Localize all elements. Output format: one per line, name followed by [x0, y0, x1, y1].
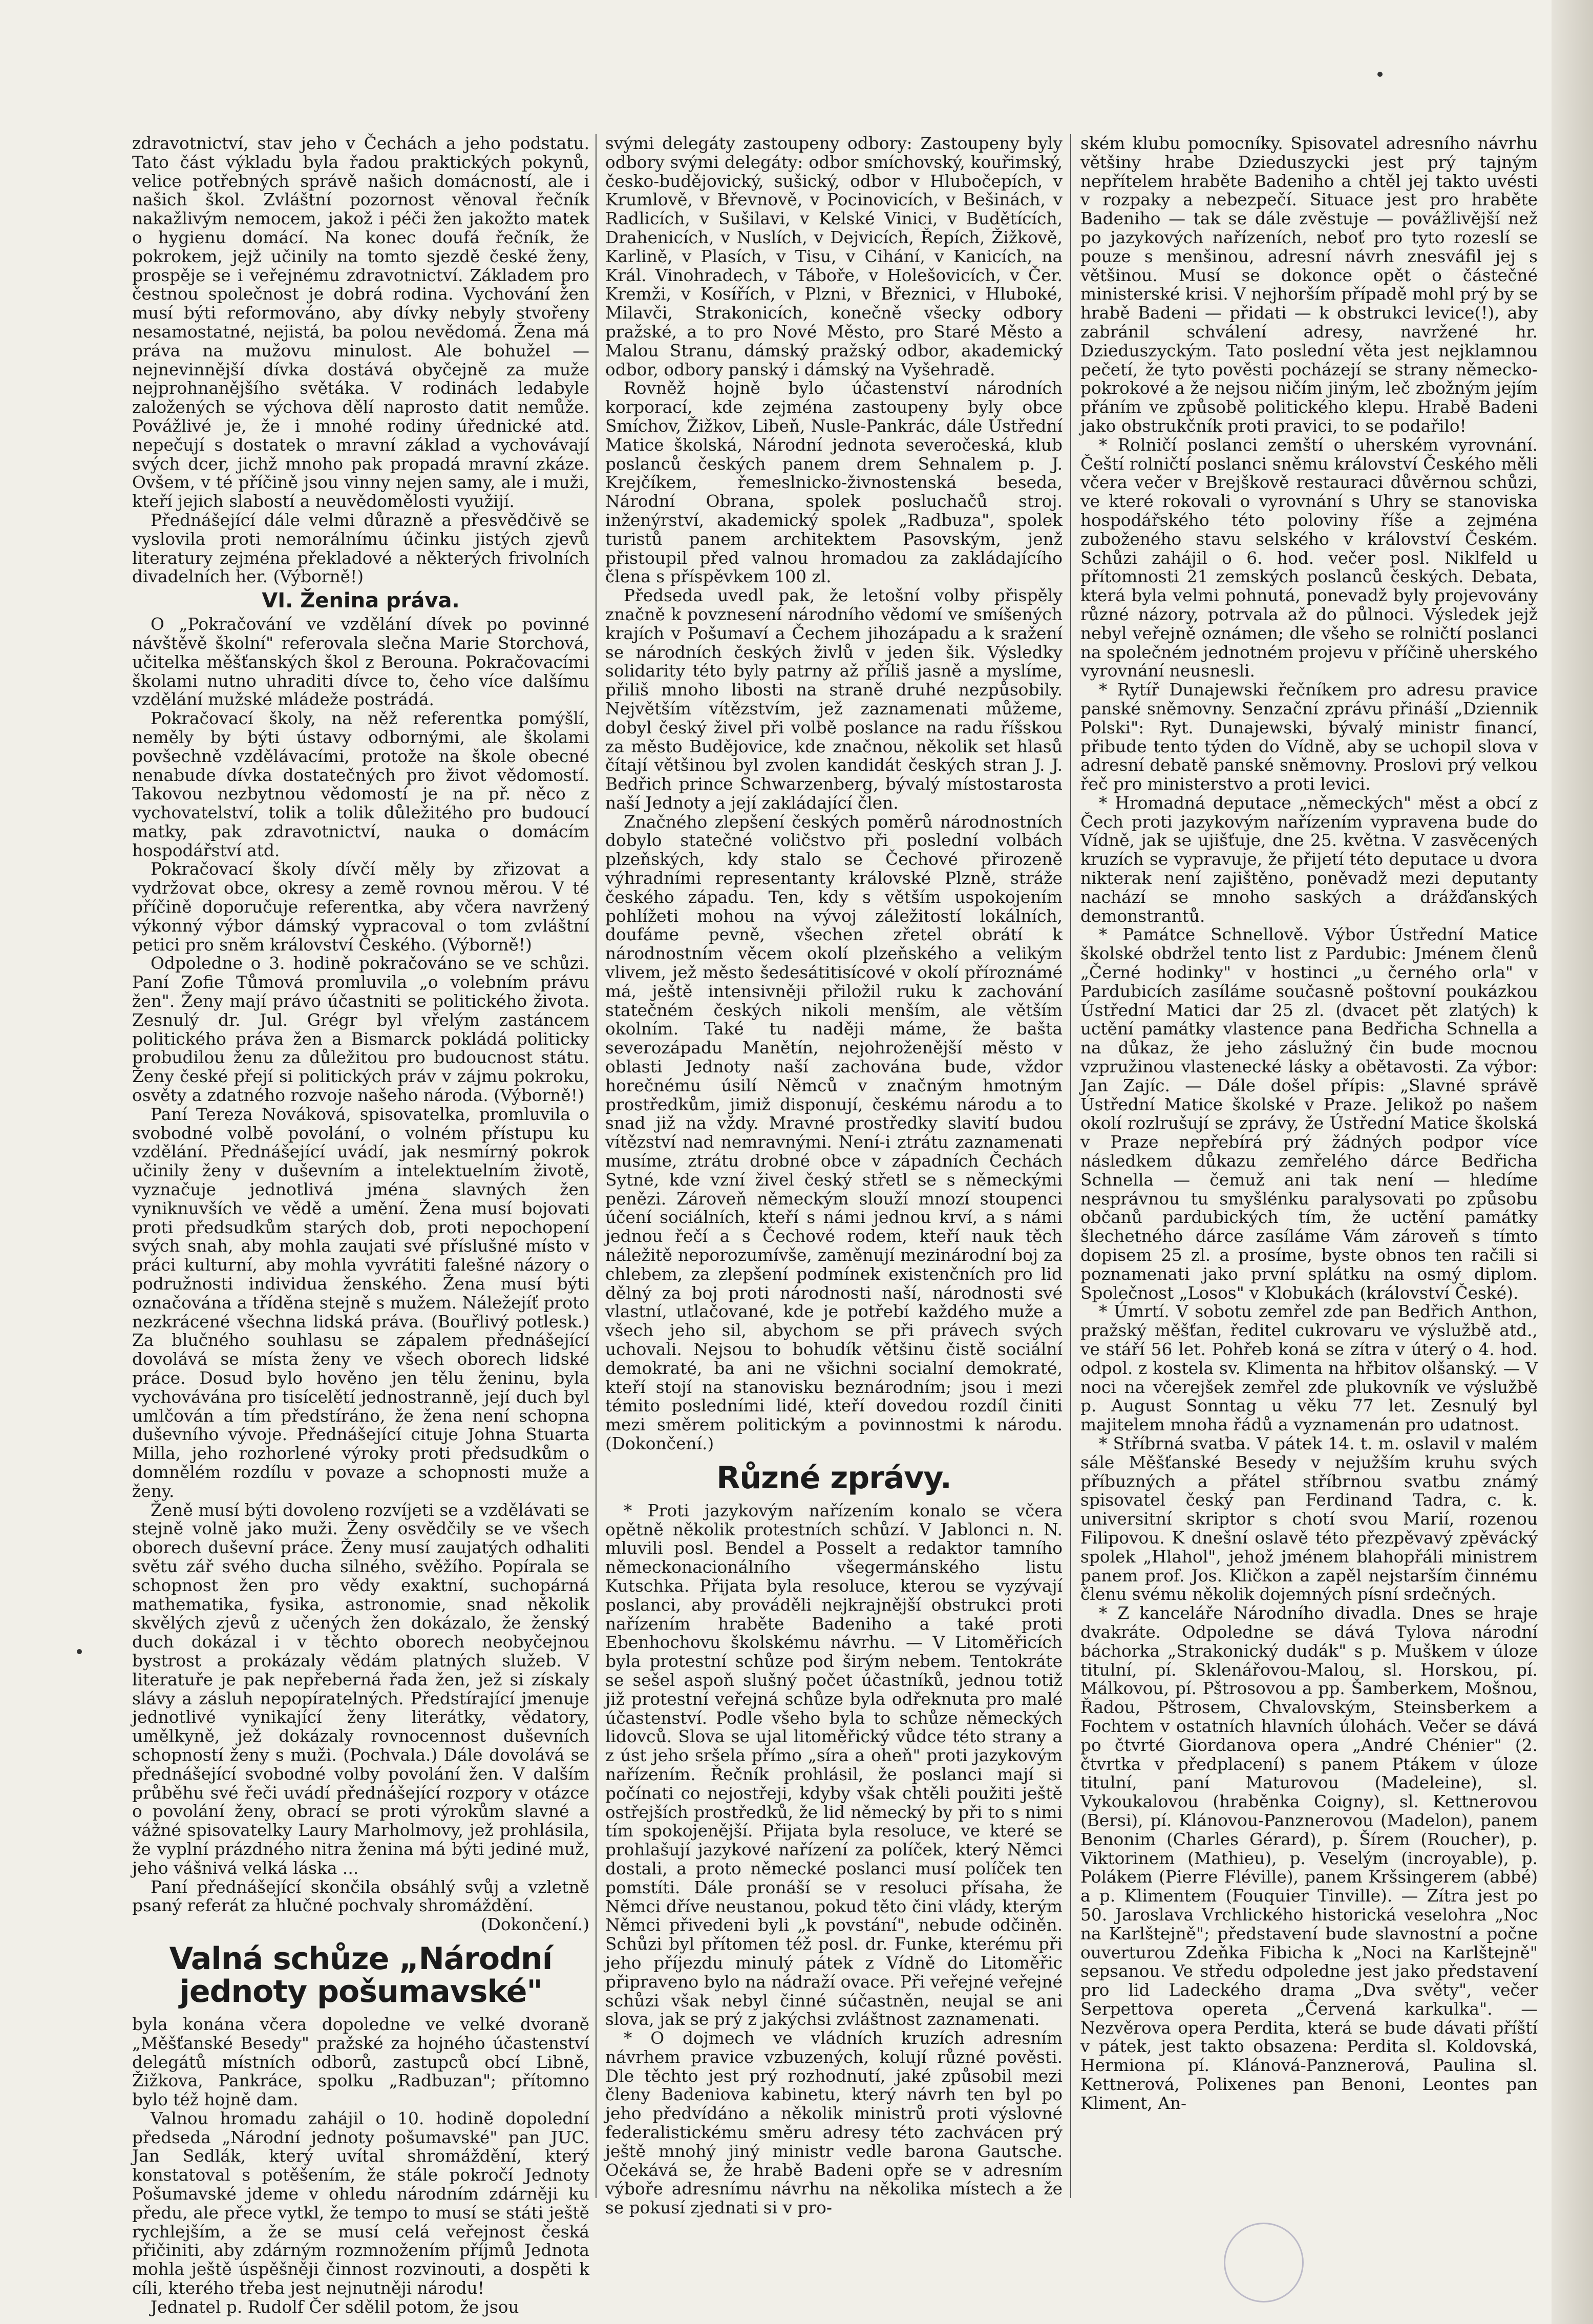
- paragraph: byla konána včera dopoledne ve velké dvoraně „Měšťanské Besedy" pražské za hojného účastenství delegátů místních odborů, zastupců obcí Libně, Žižkova, Pankráce, spolku „Radbuzan"; přítomno bylo též hojně dam.: [132, 2014, 589, 2110]
- article-headline: Valná schůze „Národní jednoty pošumavské": [169, 1940, 553, 2010]
- paragraph: Značného zlepšení českých poměrů národnostních dobylo statečné voličstvo při poslední volbách plzeňských, kdy stalo se Čechové přirozeně výhradními representanty královské Plzně, stráže českého západu. Ten, kdy s větším uspokojením pohlížeti mohou na vývoj záležitostí lokálních, doufáme pevně, všechen zřetel obrátí k národnostním věcem okolí plzeňského a velikým vlivem, jež město šedesátitisícové v okolí příroznámé má, ještě intensivněji přiložil ruku k zachování statečném českých nikoli menším, ale větším okolním. Také tu naději máme, že bašta severozápadu Manětín, nejohroženější město v oblasti Jednoty naší zachována bude, vždor horečnému úsilí Němců v značným hmotným prostředkům, jimiž disponují, českému národu a to snad již na vždy. Mravné prostředky slavití budou vítězství nad nemravnými. Není-i ztrátu zaznamenati musíme, ztrátu drobné obce v západních Čechách Sytné, kde vzní živel český střetl se s německými penězi. Zároveň německým slouží mnozí stoupenci účení sociálních, kteří s námi jednou krví, a s námi jednou řečí a s Čechové rodem, kteří nauk těch náležitě neporozumívše, zaměnují mezinárodní boj za chlebem, za zlepšení podmínek existenčních pro lid dělný za boj proti národnosti naší, národnosti své vlastní, utlačované, kde je potřebí každého muže a všech jeho sil, abychom se při právech svých uchovali. Nejsou to bohudík většinu čistě sociální demokraté, ba ani ne všichni socialní demokraté, kteří stojí na stanovisku beznárodním; jsou i mezi témito posledními lidé, kteří dovedou rozdíl činiti mezi směrem politickým a povinnostmi k národu. (Dokončení.): [605, 812, 1063, 1453]
- news-item: * Hromadná deputace „německých" měst a obcí z Čech proti jazykovým nařízením vypravena bude do Vídně, jak se ujišťuje, dne 25. května. V zasvěcených kruzích se vypravuje, že přijetí této deputace u dvora nikterak není zajištěno, poněvadž mezi deputanty nachází se mnoho saských a drážďanských demonstrantů.: [1080, 793, 1538, 926]
- news-item: * Z kanceláře Národního divadla. Dnes se hraje dvakráte. Odpoledne se dává Tylova národní báchorka „Strakonický dudák" s p. Muškem v úloze titulní, pí. Sklenářovou-Malou, sl. Horskou, pí. Málkovou, pí. Pštrosovou a pp. Šamberkem, Mošnou, Řadou, Pštrosem, Chvalovským, Steinsberkem a Fochtem v ostatních hlavních úlohách. Večer se dává po čtvrté Giordanova opera „André Chénier" (2. čtvrtka v předplacení) s panem Ptákem v úloze titulní, paní Maturovou (Madeleine), sl. Vykoukalovou (hraběnka Coigny), sl. Kettnerovou (Bersi), pí. Klánovou-Panznerovou (Madelon), panem Benonim (Charles Gérard), p. Šírem (Roucher), p. Viktorinem (Mathieu), p. Veselým (incroyable), p. Polákem (Pierre Fléville), panem Kršsingerem (abbé) a p. Klimentem (Fouquier Tinville). — Zítra jest po 50. Jaroslava Vrchlického historická veselohra „Noc na Karlštejně"; představení bude slavnostní a počne ouverturou Zdeňka Fibicha k „Noci na Karlštejně" sepsanou. Ve středu odpoledne jest jako představení pro lid Ladeckého drama „Dva světy", večer Serpettova opereta „Červená karkulka". — Nezvěrova opera Perdita, která se bude dávati příští v pátek, jest takto obsazena: Perdita sl. Koldovská, Hermiona pí. Klánová-Panznerová, Paulina sl. Kettnerová, Polixenes pan Benoni, Leontes pan Kliment, An-: [1080, 1603, 1538, 2113]
- library-stamp: [1224, 2223, 1304, 2302]
- paragraph: Paní Tereza Nováková, spisovatelka, promluvila o svobodné volbě povolání, o volném přístupu ku vzdělání. Přednášející uvádí, jak nesmírný pokrok učinily ženy v duševním a intelektuelním životě, vyznačuje jednotlivá jména slavných žen vyniknuvších ve vědě a umění. Žena musí bojovati proti předsudkům starých dob, proti nepochopení svých snah, aby mohla zaujati své příslušné místo v práci kulturní, aby mohla vyvrátiti falešné názory o podružnosti individua ženského. Žena musí býti označována a tříděna stejně s mužem. Náležejíť proto nezkrácené všechna lidská práva. (Bouřlivý potlesk.) Za blučného souhlasu se zápalem přednášející dovolává se místa ženy ve všech oborech lidské práce. Dosud bylo hověno jen tělu ženinu, byla vychovávána pro tisícelětí jednostranně, její duch byl umlčován a tím předstíráno, že žena není schopna duševního vývoje. Přednášející cituje Johna Stuarta Milla, jeho rozhorlené výroky proti předsudkům o domnělém rozdílu v povaze a schopnosti muže a ženy.: [132, 1104, 589, 1501]
- ink-speck: [1377, 72, 1383, 77]
- paragraph: Paní přednášející skončila obsáhlý svůj a vzletně psaný referát za hlučné pochvaly shromáždění.: [132, 1877, 589, 1916]
- news-item: * Proti jazykovým nařízením konalo se včera opětně několik protestních schůzí. V Jablonci n. N. mluvili posl. Bendel a Posselt a redaktor tamního německonacionálního všegermánského listu Kutschka. Přijata byla resoluce, kterou se vyzývají poslanci, aby prováděli nejkrajnější obstrukci proti nařízením hraběte Badeniho a také proti Ebenhochovu školskému návrhu. — V Litoměřicích byla protestní schůze pod širým nebem. Tentokráte se sešel aspoň slušný počet účastníků, jednou totiž již protestní veřejná schůze byla odřeknuta pro malé účastenství. Podle všeho byla to schůze německých lidovců. Slova se ujal litoměřický vůdce této strany a z úst jeho sršela přímo „síra a oheň" proti jazykovým nařízením. Řečník prohlásil, že poslanci mají si počínati co nejostřeji, kdyby však chtěli použiti ještě ostřejších prostředků, že lid německý by při to s nimi tím spokojenější. Přijata byla resoluce, ve které se prohlašují jazykové nařízení za políček, který Němci dostali, a proto německé poslanci musí políček ten pomstíti. Dále pronáší se v resoluci přísaha, že Němci dříve neustanou, pokud těto čini vlády, kterým Němci přivedeni byli „k povstání", nebude odčiněn. Schůzi byl přítomen též posl. dr. Funke, kterému při jeho příjezdu minulý pátek z Vídně do Litoměřic připraveno bylo na nádraží ovace. Při veřejné veřejné schůzi však nebyl činné súčastněn, neujal se ani slova, jak se prý z jakýchsi zvláštnost zaznamenati.: [605, 1501, 1063, 2030]
- paragraph: Rovněž hojně bylo účastenství národních korporací, kde zejména zastoupeny byly obce Smíchov, Žižkov, Libeň, Nusle-Pankrác, dále Ústřední Matice školská, Národní jednota severočeská, klub poslanců českých panem drem Sehnalem p. J. Krejčíkem, řemeslnicko-živnostenská beseda, Národní Obrana, spolek posluchačů stroj. inženýrství, akademický spolek „Radbuza", spolek turistů panem architektem Pasovským, jenž přistoupil před valnou hromadou za zakládajícího člena s příspěvkem 100 zl.: [605, 378, 1063, 587]
- paragraph: ském klubu pomocníky. Spisovatel adresního návrhu většiny hrabe Dzieduszycki jest prý tajným nepřítelem hraběte Badeniho a chtěl jej takto uvésti v rozpaky a nebezpečí. Situace jest pro hraběte Badeniho — tak se dále zvěstuje — povážlivější než po jazykových nařízeních, neboť pro tyto rozeslí se pouze s menšinou, adresní návrh znesváfil jej s většinou. Musí se dokonce opět o částečné ministerské krisi. V nejhorším případě mohl prý by se hrabě Badeni — přidati — k obstrukci levice(!), aby zabránil schválení adresy, navržené hr. Dzieduszyckým. Tato poslední věta jest nejklamnou pečetí, že tyto pověsti pocházejí se strany německo-pokrokové a že nejsou ničím jiným, leč zbožným jejím přáním ve způsobě politického klepu. Hrabě Badeni jako obstrukčník proti pravici, to se podařilo!: [1080, 134, 1538, 436]
- column-rule: [1070, 134, 1071, 2198]
- paragraph: Jednatel p. Rudolf Čer sdělil potom, že jsou: [151, 2297, 519, 2317]
- scan-edge: [1552, 0, 1593, 2324]
- column-left: [132, 134, 589, 2317]
- column-middle: [605, 134, 1063, 2218]
- section-headline: Různé zprávy.: [716, 1460, 951, 1496]
- paragraph: zdravotnictví, stav jeho v Čechách a jeho podstatu. Tato část výkladu byla řadou praktických pokynů, velice potřebných správě našich domácností, ale i našich škol. Zvláštní pozornost věnoval řečník nakažlivým nemocem, jakož i péči žen jakožto matek o hygienu domácí. Na konec doufá řečník, že pokrokem, jejž učinily na tomto sjezdě české ženy, prospěje se i veřejnému zdravotnictví. Základem pro čestnou společnost je dobrá rodina. Vychování žen musí býti reformováno, aby dívky nebyly stvořeny nesamostatné, nejistá, ba polou nevědomá. Žena má práva na mužovu minulost. Ale bohužel — nejnevinnější dívka dostává obyčejně za muže nejprohnanějšího světáka. V rodinách ledabyle založených se výchova dělí naprosto datit nemůže. Povážlivé je, že i mnohé rodiny úřednické atd. nepečují s dostatek o mravní základ a vychovávají svých dcer, jichž mnoho pak propadá mravní zkáze. Ovšem, v té příčině jsou vinny nejen samy, ale i muži, kteří jejich slabostí a neuvědomělosti využijí.: [132, 134, 589, 512]
- paragraph: O „Pokračování ve vzdělání dívek po povinné návštěvě školní" referovala slečna Marie Storchová, učitelka měšťanských škol z Berouna. Pokračovacími školami nutno uhraditi dívce to, čeho více dalšímu vzdělání mužské mládeže postrádá.: [132, 615, 589, 710]
- news-item: * Rytíř Dunajewski řečníkem pro adresu pravice panské sněmovny. Senzační zprávu přináší „Dziennik Polski": Ryt. Dunajewski, bývalý ministr financí, přibude tento týden do Vídně, aby se uchopil slova v adresní debatě panské sněmovny. Proslovi prý velkou řeč pro ministerstvo a proti levici.: [1080, 680, 1538, 794]
- column-right: [1080, 134, 1538, 2208]
- column-rule: [596, 134, 597, 2198]
- paragraph: Pokračovací školy, na něž referentka pomýšlí, neměly by býti ústavy odbornými, ale školami povšechně vzdělávacími, protože na škole obecné nenabude dívka dostatečných pro život vědomostí. Takovou nezbytnou vědomostí je na př. něco z vychovatelství, tolik a tolik důležitého pro budoucí matky, pak zdravotnictví, nauka o domácím hospodářství atd.: [132, 709, 589, 860]
- news-item: * Úmrtí. V sobotu zemřel zde pan Bedřich Anthon, pražský měšťan, ředitel cukrovaru ve výslužbě atd., ve stáří 56 let. Pohřeb koná se zítra v úterý o 4. hod. odpol. z kostela sv. Klimenta na hřbitov olšanský. — V noci na včerejšek zemřel zde plukovník ve výslužbě p. August Sonntag u věku 77 let. Zesnulý byl majitelem mnoha řádů a vyznamenán pro udatnost.: [1080, 1302, 1538, 1435]
- paragraph: Odpoledne o 3. hodině pokračováno se ve schůzi. Paní Zofie Tůmová promluvila „o volebním právu žen". Ženy mají právo účastniti se politického života. Zesnulý dr. Jul. Grégr byl vřelým zastáncem politického práva žen a Bismarck pokládá politicky probudilou ženu za důležitou pro budoucnost státu. Ženy české přejí si politických práv v zájmu pokroku, osvěty a zdatného rozvoje našeho národa. (Výborně!): [132, 954, 589, 1106]
- news-item: * Stříbrná svatba. V pátek 14. t. m. oslavil v malém sále Měšťanské Besedy v nejužším kruhu svých příbuzných a přátel stříbrnou svatbu známý spisovatel český pan Ferdinand Tadra, c. k. universitní skriptor s chotí svou Marií, rozenou Filipovou. K dnešní oslavě této přezpěvavý zpěvácký spolek „Hlahol", jehož jménem blahopřáli ministrem panem prof. Jos. Kličkon a zapěl nejstarším činnému členu svému několik dojemných písní srdečných.: [1080, 1433, 1538, 1604]
- paragraph: Ženě musí býti dovoleno rozvíjeti se a vzdělávati se stejně volně jako muži. Ženy osvědčily se ve všech oborech duševní práce. Ženy musí zaujatých odhaliti světu zář svého ducha silného, svěžího. Popírala se schopnost žen pro vědy exaktní, suchopárná mathematika, fysika, astronomie, snad několik skvělých zjevů z učených žen dokázalo, že ženský duch dokázal i v těchto oborech neobyčejnou bystrost a prokázaly vědám platných služeb. V literatuře je pak nepřeberná řada žen, jež si získaly slávy a zásluh nepopíratelných. Předstírající jmenuje jednotlivé vynikající ženy literátky, vědatory, umělkyně, jež dokázaly rovnocennost duševních schopností ženy s muži. (Pochvala.) Dále dovolává se přednášející svobodné volby povolání žen. V dalším průběhu své řeči uvádí přednášející rozpory v otázce o povolání ženy, obrací se proti výrokům slavné a vážné spisovatelky Laury Marholmovy, jež prohlásila, že vyplní prázdného nitra ženina má býti jediné muž, jeho vášnivá velká láska ...: [132, 1500, 589, 1878]
- paragraph: svými delegáty zastoupeny odbory: Zastoupeny byly odbory svými delegáty: odbor smíchovský, kouřimský, česko-budějovický, sušický, odbor v Hlubočepích, v Krumlově, v Břevnově, v Pocinovicích, v Bešinách, v Radlicích, v Sušilavi, v Kelské Vinici, v Budětících, Drahenicích, v Nuslích, v Dejvicích, Řepích, Žižkově, Karlině, v Plasích, v Tisu, v Cihání, v Kanicích, na Král. Vinohradech, v Táboře, v Holešovicích, v Čer. Kremži, v Kosířích, v Plzni, v Březnici, v Hluboké, Milavči, Strakonicích, konečně všecky odbory pražské, a to pro Nové Město, pro Staré Město a Malou Stranu, dámský pražský odbor, akademický odbor, odbory panský i dámský na Vyšehradě.: [605, 134, 1063, 379]
- continuation-note: (Dokončení.): [480, 1915, 589, 1935]
- paragraph: Valnou hromadu zahájil o 10. hodině dopolední předseda „Národní jednoty pošumavské" pan JUC. Jan Sedlák, který uvítal shromáždění, který konstatoval s potěšením, že stále pokročí Jednoty Pošumavské jdeme v ohledu národním zdárněji ku předu, ale přece vytkl, že tempo to musí se státi ještě rychlejším, a že se musí celá veřejnost česká přičiniti, aby zdárným rozmnožením příjmů Jednota mohla ještě úspěšněji činnost rozvinouti, a dospěti k cíli, kterého třeba jest nejnutněji národu!: [132, 2108, 589, 2298]
- news-item: * O dojmech ve vládních kruzích adresním návrhem pravice vzbuzených, kolují různé pověsti. Dle těchto jest prý rozhodnutí, jaké způsobil mezi členy Badeniova kabinetu, který návrh ten byl po jeho předvídáno a několik ministrů proti výslovné federalistickému směru adresy této zachvácen prý ještě mnohý jiný ministr vedle barona Gautsche. Očekává se, že hrabě Badeni opře se v adresním výboře adresnímu návrhu na několika místech a že se pokusí zjednati si v pro-: [605, 2029, 1063, 2218]
- news-item: * Památce Schnellově. Výbor Ústřední Matice školské obdržel tento list z Pardubic: Jménem členů „Černé hodinky" v hostinci „u černého orla" v Pardubicích zasíláme současně poštovní poukázkou Ústřední Matici dar 25 zl. (dvacet pět zlatých) k uctění památky vlastence pana Bedřicha Schnella a na důkaz, že jeho záslužný čin bude mocnou vzpružinou vlastenecké lásky a obětavosti. Za výbor: Jan Zajíc. — Dále došel přípis: „Slavné správě Ústřední Matice školské v Praze. Jelikož po našem okolí rozlrušují se zprávy, že Ústřední Matice školská v Praze nepřebírá prý žádných podpor více následkem důkazu zemřelého dárce Bedřicha Schnella — čemuž ani tak není — hledíme nesprávnou tu smyšlénku paralysovati po způsobu občanů pardubických tím, že uctění památky šlechetného dárce zasíláme Vám zároveň s tímto dopisem 25 zl. a prosíme, byste obnos ten račili si poznamenati jako první splátku na osmý diplom. Společnost „Losos" v Klobukách (království České).: [1080, 925, 1538, 1303]
- paragraph: Předseda uvedl pak, že letošní volby přispěly značně k povznesení národního vědomí ve smíšených krajích v Pošumaví a Čechem jihozápadu a k sražení se národních českých živlů v jeden šik. Výsledky solidarity této byly patrny až příliš jasně a myslíme, přiliš mnoho libosti na straně druhé nezpůsobily. Největším vítězstvím, jež zaznamenati můžeme, dobyl český živel při volbě poslance na radu říšskou za město Budějovice, kde značnou, několik set hlasů čítají většinou byl zvolen kandidát českých stran J. J. Bedřich prince Schwarzenberg, bývalý místostarosta naší Jednoty a její zakládající člen.: [605, 586, 1063, 813]
- section-heading: VI. Ženina práva.: [262, 589, 460, 613]
- ink-speck: [77, 1649, 82, 1654]
- news-item: * Rolničí poslanci zemští o uherském vyrovnání. Čeští rolničtí poslanci sněmu království Českého měli včera večer v Brejškově restauraci důvěrnou schůzi, ve které rokovali o vyrovnání s Uhry se stanoviska hospodářského této poloviny říše a zejména zuboženého stavu selského v království Českém. Schůzi zahájil o 6. hod. večer posl. Niklfeld u přítomnosti 21 zemských poslanců českých. Debata, která byla velmi pohnutá, ponevadž byly projevovány různé názory, potrvala až do půlnoci. Výsledek jejž nebyl veřejně oznámen; dle všeho se rolničtí poslanci na společném jednotném projevu v příčině uherského vyrovnání neusnesli.: [1080, 435, 1538, 681]
- paragraph: Pokračovací školy dívčí měly by zřizovat a vydržovat obce, okresy a země rovnou měrou. V té příčině doporučuje referentka, aby včera navržený výkonný výbor dámský vypracoval o tom zvláštní petici pro sněm království Českého. (Výborně!): [132, 859, 589, 955]
- paragraph: Přednášející dále velmi důrazně a přesvědčivě se vyslovila proti nemorálnímu účinku jistých zjevů literatury zejména překladové a některých frivolních divadelních her. (Výborně!): [132, 510, 589, 587]
